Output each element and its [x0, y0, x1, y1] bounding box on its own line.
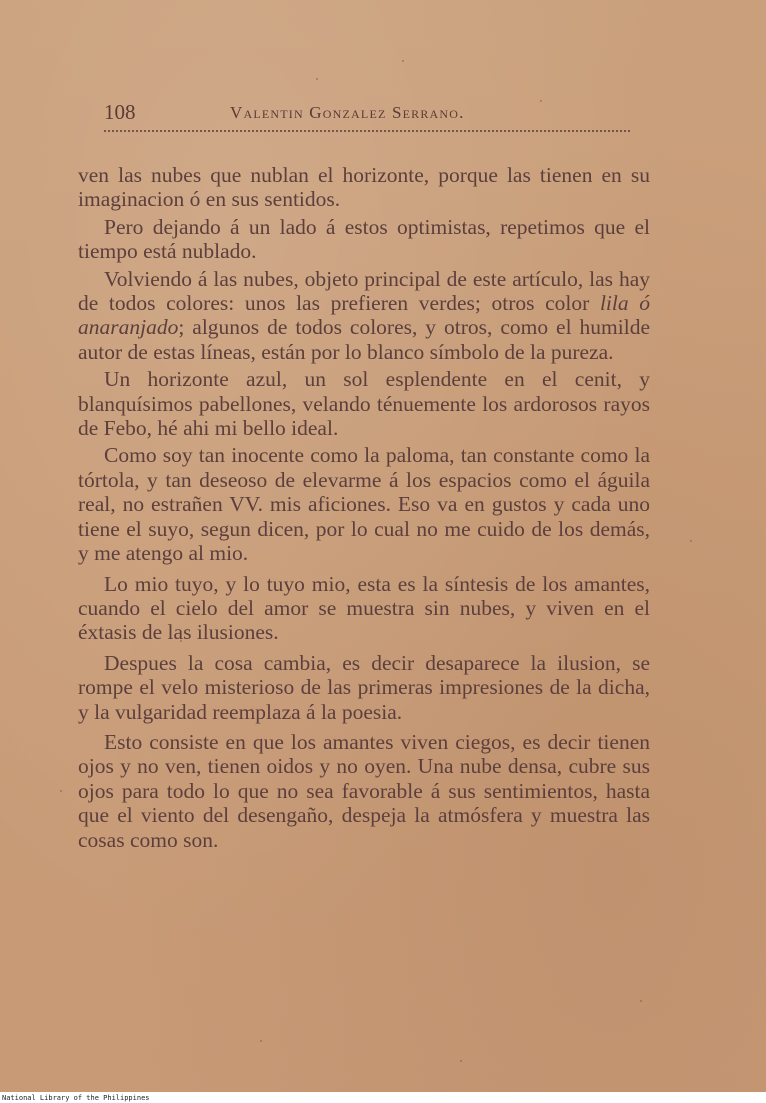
- running-head: Valentin Gonzalez Serrano.: [230, 103, 465, 122]
- header-rule: [104, 130, 630, 132]
- paragraph-8: Esto consiste en que los amantes viven ciegos, es decir tienen ojos y no ven, tienen oidos y no oyen. Una nube densa, cubre sus ojos para todo lo que no sea favorable á sus sentimientos, hasta que el viento del desengaño, despeja la atmósfera y muestra las cosas como son.: [78, 729, 650, 852]
- paragraph-3-text-a: Volviendo á las nubes, objeto principal de este artículo, las hay de todos colores: unos las prefieren verdes; otros color: [78, 266, 650, 316]
- paragraph-3-text-c: ; algunos de todos colores, y otros, como el humilde autor de estas líneas, están por lo blanco símbolo de la pureza.: [78, 315, 650, 364]
- paragraph-2: Pero dejando á un lado á estos optimistas, repetimos que el tiempo está nublado.: [78, 214, 650, 264]
- body-text: [78, 163, 650, 855]
- paragraph-7: Despues la cosa cambia, es decir desaparece la ilusion, se rompe el velo misterioso de las primeras impresiones de la dicha, y la vulgaridad reemplaza á la poesia.: [78, 650, 650, 724]
- page-header: [104, 100, 646, 126]
- paragraph-1: ven las nubes que nublan el horizonte, porque las tienen en su imaginacion ó en sus sentidos.: [78, 163, 650, 212]
- paragraph-3: [78, 267, 650, 365]
- paragraph-4: Un horizonte azul, un sol esplendente en el cenit, y blanquísimos pabellones, velando ténuemente los ardorosos rayos de Febo, hé ahi mi bello ideal.: [78, 367, 650, 441]
- paragraph-6: Lo mio tuyo, y lo tuyo mio, esta es la síntesis de los amantes, cuando el cielo del amor se muestra sin nubes, y viven en el éxtasis de las ilusiones.: [78, 571, 650, 645]
- paragraph-3-italic: lila ó anaranjado: [78, 291, 650, 340]
- page-number: 108: [104, 100, 136, 124]
- footer-credit: National Library of the Philippines: [2, 1094, 150, 1102]
- paragraph-5: Como soy tan inocente como la paloma, tan constante como la tórtola, y tan deseoso de elevarme á los espacios como el águila real, no estrañen VV. mis aficiones. Eso va en gustos y cada uno tiene el suyo, segun dicen, por lo cual no me cuido de los demás, y me atengo al mio.: [78, 443, 650, 566]
